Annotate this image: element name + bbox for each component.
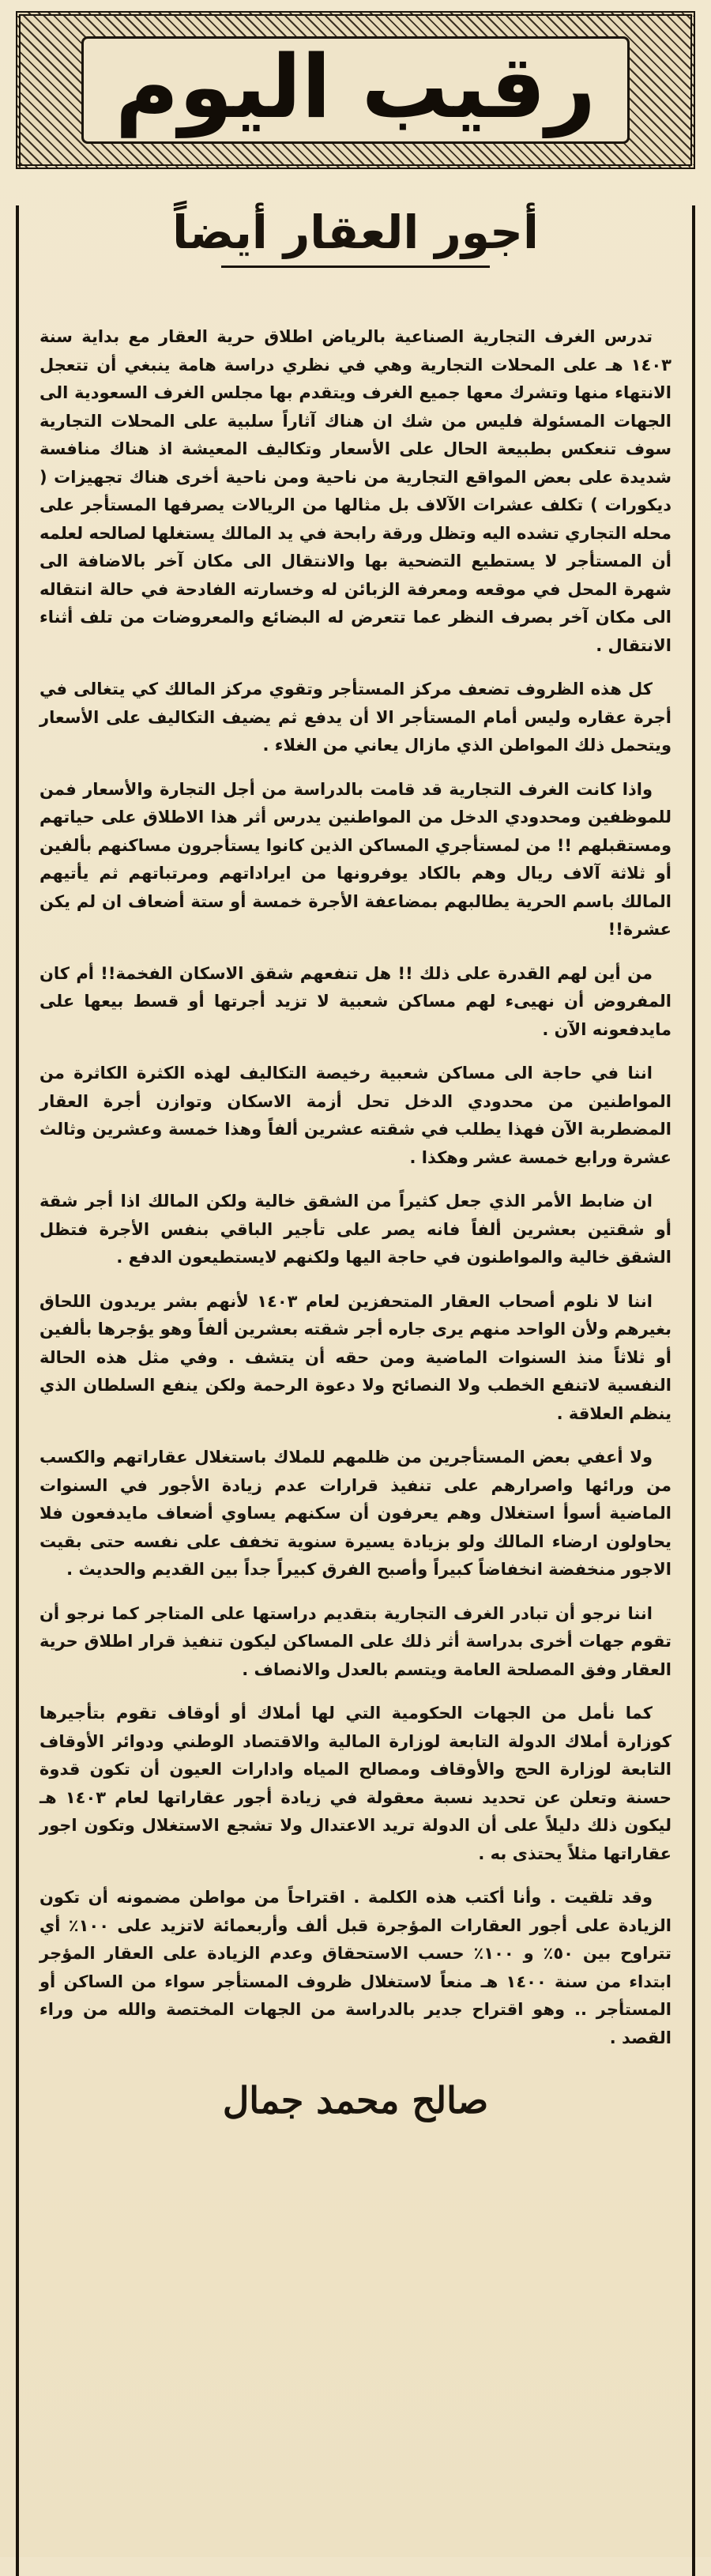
headline-underline [221, 266, 490, 268]
masthead-plate [81, 36, 630, 144]
article-frame [16, 205, 695, 2576]
article-body [33, 323, 678, 2052]
article-paragraph: تدرس الغرف التجارية الصناعية بالرياض اطلاق حرية العقار مع بداية سنة ١٤٠٣ هـ على المحلات التجارية وهي في نظري دراسة هامة ينبغي أن تتعجل الانتهاء منها وتشرك معها جميع الغرف ويتقدم بها مجلس الغرف السعودية الى الجهات المسئولة فليس من شك ان هناك آثاراً سلبية على المحلات التجارية سوف تنعكس بطبيعة الحال على الأسعار وتكاليف المعيشة اذ هناك منافسة شديدة على بعض المواقع التجارية من ناحية ومن ناحية أخرى هناك تجهيزات ( ديكورات ) تكلف عشرات الآلاف بل مثالها من الريالات يصرفها المستأجر على محله التجاري تشده اليه وتظل ورقة رابحة في يد المالك يستغلها لصالحه لعلمه أن المستأجر لا يستطيع التضحية بها والانتقال الى مكان آخر بالاضافة الى شهرة المحل في موقعه ومعرفة الزبائن له وخسارته الفادحة في حالة انتقاله الى مكان آخر بصرف النظر عما تتعرض له البضائع والمعروضات من تلف أثناء الانتقال . [40, 327, 672, 655]
article-paragraph: كل هذه الظروف تضعف مركز المستأجر وتقوي مركز المالك كي يتغالى في أجرة عقاره وليس أمام المستأجر الا أن يدفع ثم يضيف التكاليف على الأسعار ويتحمل ذلك المواطن الذي مازال يعاني من الغلاء . [40, 680, 672, 755]
article-paragraph: ان ضابط الأمر الذي جعل كثيراً من الشقق خالية ولكن المالك اذا أجر شقة أو شقتين بعشرين ألفاً فانه يصر على تأجير الباقي بنفس الأجرة فتظل الشقق خالية والمواطنون في حاجة اليها ولكنهم لايستطيعون الدفع . [40, 1192, 672, 1267]
article-paragraph: ولا أعفي بعض المستأجرين من ظلمهم للملاك باستغلال عقاراتهم والكسب من ورائها واصرارهم على تنفيذ قرارات عدم زيادة الأجور في السنوات الماضية أسوأ استغلال وهم يعرفون أن سكنهم يساوي أضعاف مايدفعون فلا يحاولون ارضاء المالك ولو بزيادة يسيرة سنوية تخفف على نفسه حتى بقيت الاجور منخفضة انخفاضاً كبيراً وأصبح الفرق كبيراً جداً بين القديم والحديث . [40, 1448, 672, 1579]
column-masthead [16, 11, 695, 169]
article-paragraph: وقد تلقيت . وأنا أكتب هذه الكلمة . اقتراحاً من مواطن مضمونه أن تكون الزيادة على أجور العقارات المؤجرة قبل ألف وأربعمائة لاتزيد على ١٠٠٪ أي تتراوح بين ٥٠٪ و ١٠٠٪ حسب الاستحقاق وعدم الزيادة على العقار المؤجر ابتداء من سنة ١٤٠٠ هـ منعاً لاستغلال ظروف المستأجر سواء من الساكن أو المستأجر .. وهو اقتراح جدير بالدراسة من الجهات المختصة والله من وراء القصد . [40, 1888, 672, 2047]
article-paragraph: اننا نرجو أن تبادر الغرف التجارية بتقديم دراستها على المتاجر كما نرجو أن تقوم جهات أخرى بدراسة أثر ذلك على المساكن ليكون تنفيذ قرار اطلاق حرية العقار وفق المصلحة العامة ويتسم بالعدل والانصاف . [40, 1603, 672, 1679]
article-paragraph: من أين لهم القدرة على ذلك !! هل تنفعهم شقق الاسكان الفخمة!! أم كان المفروض أن نهيىء لهم مساكن شعبية لا تزيد أجرتها أو قسط بيعها على مايدفعونه الآن . [40, 963, 672, 1039]
article-paragraph: واذا كانت الغرف التجارية قد قامت بالدراسة من أجل التجارة والأسعار فمن للموظفين ومحدودي الدخل من المواطنين يدرس أثر هذا الاطلاق على حياتهم ومستقبلهم !! من لمستأجري المساكن الذين كانوا يستأجرون مساكنهم بألفين أو ثلاثة آلاف ريال وهم بالكاد يوفرونها من ايراداتهم ومرتباتهم ثم يأتيهم المالك باسم الحرية يطالبهم بمضاعفة الأجرة خمسة أو ستة أضعاف ان لم يكن عشرة!! [40, 779, 672, 939]
article-headline: أجور العقار أيضاً [172, 205, 539, 259]
article-paragraph: اننا لا نلوم أصحاب العقار المتحفزين لعام ١٤٠٣ لأنهم بشر يريدون اللحاق بغيرهم ولأن الواحد منهم يرى جاره أجر شقته بعشرين ألفاً وهو يؤجرها بألفين أو ثلاثاً منذ السنوات الماضية ومن حقه أن يتشف . وفي مثل هذه الحالة النفسية لاتنفع الخطب ولا النصائح ولا دعوة الرحمة ولكن ينفع السلطان الذي ينظم العلاقة . [40, 1291, 672, 1423]
article-paragraph: اننا في حاجة الى مساكن شعبية رخيصة التكاليف لهذه الكثرة الكاثرة من المواطنين من محدودي الدخل تحل أزمة الاسكان وتوازن أجرة العقار المضطربة الآن فهذا يطلب في شقته عشرين ألفاً وهذا خمسة وعشرين وثالث عشرة ورابع خمسة عشر وهكذا . [40, 1064, 672, 1167]
masthead-title: رقيب اليوم [115, 36, 596, 137]
author-signature: صالح محمد جمال [222, 2079, 489, 2122]
article-paragraph: كما نأمل من الجهات الحكومية التي لها أملاك أو أوقاف تقوم بتأجيرها كوزارة أملاك الدولة التابعة لوزارة المالية والاقتصاد الوطني ودوائر الأوقاف التابعة لوزارة الحج والأوقاف ومصالح المياه وادارات العيون أن تكون قدوة حسنة وتعلن عن تحديد نسبة معقولة في زيادة أجور عقاراتها لعام ١٤٠٣ هـ ليكون ذلك دليلاً على أن الدولة تريد الاعتدال ولا تشجع الاستغلال وتكون اجور عقاراتها مثلاً يحتذى به . [40, 1704, 672, 1863]
